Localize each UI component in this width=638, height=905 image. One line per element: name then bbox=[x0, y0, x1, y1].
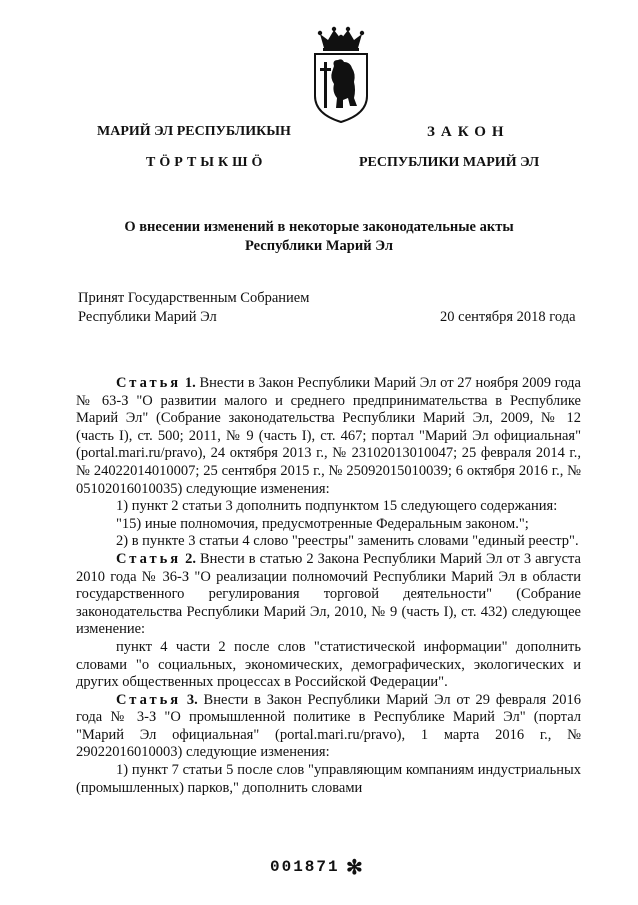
coat-of-arms-emblem bbox=[310, 26, 372, 124]
article-2-text: Внести в статью 2 Закона Республики Марий Эл от 3 августа 2010 года № 36-З "О реализации полномочий Республики Марий Эл в области государственного регулирования торговой деятельности" (Собрание законодательства Республики Марий Эл, 2010, № 9 (часть I), ст. 432) следующее изменение: bbox=[76, 550, 581, 638]
document-title bbox=[0, 218, 638, 256]
title-line-2: Республики Марий Эл bbox=[245, 238, 393, 254]
article-3-item-1: 1) пункт 7 статьи 5 после слов "управляющим компаниям индустриальных (промышленных) парков," дополнить словами bbox=[76, 762, 581, 796]
article-2-number: 2. bbox=[185, 550, 196, 567]
title-line-1: О внесении изменений в некоторые законодательные акты bbox=[124, 219, 514, 235]
republic-name-mari: МАРИЙ ЭЛ РЕСПУБЛИКЫН bbox=[97, 124, 291, 139]
serial-number: 001871 bbox=[270, 858, 340, 876]
article-2-label: Статья bbox=[116, 550, 182, 567]
article-2-item: пункт 4 части 2 после слов "статистической информации" дополнить словами "о социальных, экономических, демографических, экологических и других общественных процессах в Российской Федерации". bbox=[76, 638, 581, 691]
article-1-text: Внести в Закон Республики Марий Эл от 27 ноября 2009 года № 63-З "О развитии малого и среднего предпринимательства в Республике Марий Эл" (Собрание законодательства Республики Марий Эл, 2009, № 12 (часть I), ст. 500; 2011, № 9 (часть I), ст. 467; портал "Марий Эл официальная" (portal.mari.ru/pravo), 24 октября 2013 г., № 23102013010047; 25 февраля 2014 г., № 24022014010007; 25 сентября 2015 г., № 25092015010039; 6 октября 2016 г., № 05102016010035) следующие изменения: bbox=[76, 375, 581, 497]
article-3-label: Статья bbox=[116, 691, 182, 708]
article-1-paragraph bbox=[76, 375, 581, 498]
article-1-item-2: 2) в пункте 3 статьи 4 слово "реестры" заменить словами "единый реестр". bbox=[116, 533, 579, 550]
document-body bbox=[76, 375, 581, 797]
adoption-line-1: Принят Государственным Собранием bbox=[78, 290, 310, 306]
article-1-number: 1. bbox=[184, 375, 196, 391]
adoption-date: 20 сентября 2018 года bbox=[440, 309, 576, 325]
republic-name-russian: РЕСПУБЛИКИ МАРИЙ ЭЛ bbox=[359, 155, 540, 170]
article-1-label: Статья bbox=[116, 375, 182, 391]
law-label-mari: ТӦРТЫКШӦ bbox=[146, 155, 267, 170]
asterisk-mark: ✻ bbox=[346, 857, 363, 879]
law-label-russian: ЗАКОН bbox=[427, 124, 510, 140]
article-1-item-1-quote: "15) иные полномочия, предусмотренные Федеральным законом."; bbox=[116, 515, 529, 532]
article-2-paragraph bbox=[76, 551, 581, 639]
article-3-text: Внести в Закон Республики Марий Эл от 29 февраля 2016 года № 3-З "О промышленной политике в Республике Марий Эл" (портал "Марий Эл официальная" (portal.mari.ru/pravo), 1 марта 2016 г., № 29022016010003) следующие изменения: bbox=[76, 691, 582, 761]
article-1-item-1: 1) пункт 2 статьи 3 дополнить подпунктом 15 следующего содержания: bbox=[116, 498, 558, 515]
adoption-line-2: Республики Марий Эл bbox=[78, 309, 217, 325]
article-3-paragraph bbox=[76, 692, 581, 762]
article-3-number: 3. bbox=[186, 691, 198, 708]
